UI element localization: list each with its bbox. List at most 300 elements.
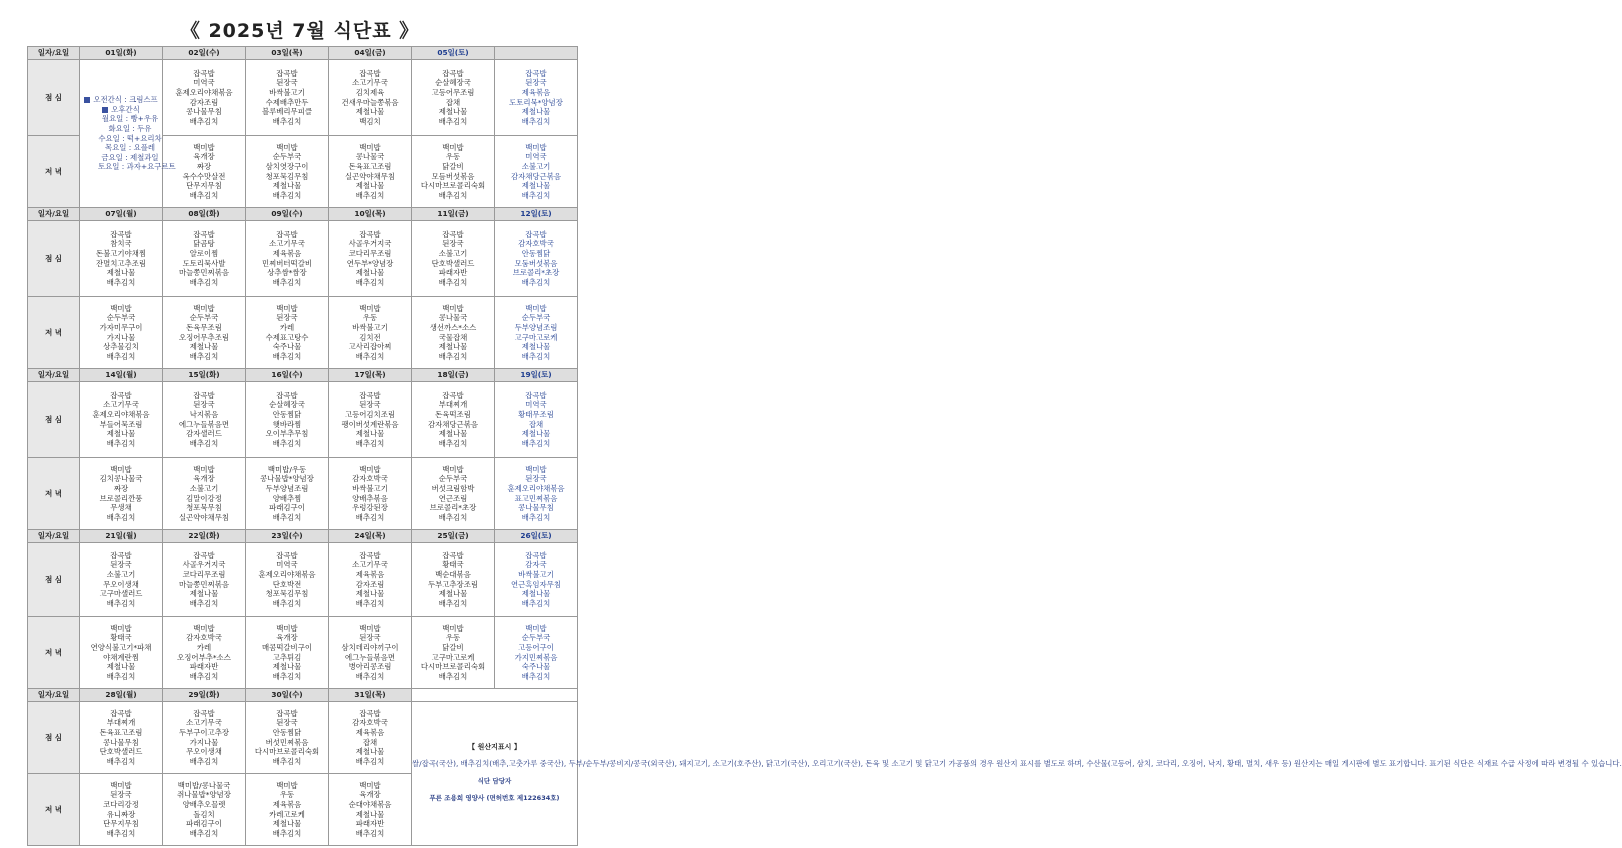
dish: 제철나물 bbox=[438, 429, 468, 439]
dish: 오이부추무침 bbox=[265, 429, 309, 439]
dish: 배추김치 bbox=[189, 598, 219, 608]
dish: 배추김치 bbox=[189, 828, 219, 838]
dish: 고구마고로케 bbox=[514, 332, 558, 342]
dish: 도토리묵사발 bbox=[182, 258, 226, 268]
dish: 백미밥 bbox=[110, 464, 132, 474]
dish: 소고기무국 bbox=[186, 718, 222, 728]
dish: 배추김치 bbox=[272, 190, 302, 200]
dinner-menu-cell bbox=[80, 458, 163, 530]
dinner-menu-cell bbox=[80, 617, 163, 689]
dish: 배추김치 bbox=[272, 828, 302, 838]
dish: 백미밥 bbox=[110, 303, 132, 313]
dish: 병아리콩조림 bbox=[348, 662, 392, 672]
week-header-row bbox=[28, 47, 578, 60]
dish: 연근조림 bbox=[438, 493, 468, 503]
day-header: 09일(수) bbox=[246, 208, 329, 221]
dish: 배추김치 bbox=[106, 351, 136, 361]
dish: 청포묵김무침 bbox=[265, 171, 309, 181]
dinner-menu-cell bbox=[80, 774, 163, 846]
dish: 청포묵김무침 bbox=[265, 589, 309, 599]
dish: 우동 bbox=[279, 790, 295, 800]
dish: 제철나물 bbox=[438, 342, 468, 352]
dish: 제철나물 bbox=[355, 268, 385, 278]
dish: 고등어무조림 bbox=[431, 87, 475, 97]
dish: 알로이찜 bbox=[189, 248, 219, 258]
lunch-menu-cell bbox=[329, 221, 412, 297]
dish: 우동 bbox=[445, 633, 461, 643]
dish: 감자호박국 bbox=[518, 239, 554, 249]
day-header: 29일(화) bbox=[163, 689, 246, 702]
lunch-menu-cell bbox=[412, 221, 495, 297]
dinner-menu-cell bbox=[495, 297, 578, 369]
dish: 야채계란찜 bbox=[103, 652, 139, 662]
day-header: 04일(금) bbox=[329, 47, 412, 60]
dish: 제철나물 bbox=[106, 429, 136, 439]
dish: 연근흑임자무침 bbox=[511, 579, 561, 589]
day-header: 17일(목) bbox=[329, 369, 412, 382]
dish: 백미밥 bbox=[110, 623, 132, 633]
dish: 육개장 bbox=[193, 152, 215, 162]
day-header: 18일(금) bbox=[412, 369, 495, 382]
dish: 돈육표고조림 bbox=[99, 727, 143, 737]
dish: 배추김치 bbox=[438, 671, 468, 681]
date-day-header: 일자/요일 bbox=[28, 369, 80, 382]
dish: 두부구이고추장 bbox=[179, 727, 229, 737]
origin-notice bbox=[412, 702, 1622, 846]
dish: 배추김치 bbox=[355, 828, 385, 838]
dish: 훈제오리야채볶음 bbox=[258, 569, 316, 579]
dish: 두부고추장조림 bbox=[428, 579, 478, 589]
dish: 배추김치 bbox=[438, 598, 468, 608]
dish: 소고기무국 bbox=[269, 239, 305, 249]
dish: 배추김치 bbox=[355, 598, 385, 608]
dish: 감자호박국 bbox=[186, 633, 222, 643]
lunch-menu-cell bbox=[329, 382, 412, 458]
dish: 가지나물 bbox=[106, 332, 136, 342]
week-header-row bbox=[28, 689, 578, 702]
dinner-menu-cell bbox=[80, 297, 163, 369]
dish: 백미밥 bbox=[359, 303, 381, 313]
lunch-menu-cell bbox=[80, 702, 163, 774]
day-header: 28일(월) bbox=[80, 689, 163, 702]
dish: 순살혜장국 bbox=[435, 78, 471, 88]
dish: 배추김치 bbox=[189, 756, 219, 766]
dish: 배추김치 bbox=[521, 671, 551, 681]
dish: 배추김치 bbox=[521, 351, 551, 361]
dish: 단호박샐러드 bbox=[99, 747, 143, 757]
dish: 잡곡밥 bbox=[276, 390, 298, 400]
dish: 제철나물 bbox=[355, 589, 385, 599]
dish: 상추쌈*쌈장 bbox=[267, 268, 307, 278]
dish: 실곤약야채무침 bbox=[179, 512, 229, 522]
dish: 감자호박국 bbox=[352, 718, 388, 728]
dish: 백미밥 bbox=[442, 303, 464, 313]
day-header: 30일(수) bbox=[246, 689, 329, 702]
dietitian-name: 푸른 조용희 영양사 (면허번호 제122634호) bbox=[429, 794, 560, 803]
dish: 단호박샐러드 bbox=[431, 258, 475, 268]
dish: 잡곡밥 bbox=[442, 229, 464, 239]
lunch-label: 점 심 bbox=[28, 60, 80, 136]
dish: 잡곡밥 bbox=[193, 229, 215, 239]
lunch-menu-cell bbox=[80, 382, 163, 458]
dish: 백미밥 bbox=[359, 623, 381, 633]
lunch-menu-cell bbox=[163, 543, 246, 617]
dish: 고추튀김 bbox=[272, 652, 302, 662]
dish: 배추김치 bbox=[438, 438, 468, 448]
dish: 제철나물 bbox=[189, 589, 219, 599]
dish: 백미밥 bbox=[359, 464, 381, 474]
dish: 백미밥/콩나물국 bbox=[177, 780, 231, 790]
dish: 브로콜리*초장 bbox=[429, 503, 477, 513]
dish: 바싹불고기 bbox=[352, 322, 388, 332]
dinner-row bbox=[28, 297, 578, 369]
dish: 미역국 bbox=[525, 152, 547, 162]
dinner-menu-cell bbox=[163, 774, 246, 846]
snack-info-text: 수요일 : 떡+요리차 bbox=[98, 133, 162, 143]
dinner-label: 저 녁 bbox=[28, 458, 80, 530]
lunch-menu-cell bbox=[163, 221, 246, 297]
dish: 배추김치 bbox=[272, 351, 302, 361]
dish: 소고기무국 bbox=[352, 560, 388, 570]
dish: 배추김치 bbox=[272, 512, 302, 522]
dinner-row bbox=[28, 617, 578, 689]
dish: 백미밥 bbox=[525, 623, 547, 633]
dish: 배추김치 bbox=[355, 438, 385, 448]
dish: 유니짜장 bbox=[106, 809, 136, 819]
dish: 숙주나물 bbox=[521, 662, 551, 672]
dish: 고등어김치조림 bbox=[345, 409, 395, 419]
dish: 잡곡밥 bbox=[276, 550, 298, 560]
dish: 백미밥 bbox=[442, 142, 464, 152]
dish: 배추김치 bbox=[521, 190, 551, 200]
dish: 단무지무침 bbox=[186, 181, 222, 191]
dish: 김치전 bbox=[359, 332, 381, 342]
dish: 국물잡채 bbox=[438, 332, 468, 342]
dish: 잡곡밥 bbox=[442, 390, 464, 400]
dinner-menu-cell bbox=[495, 617, 578, 689]
dish: 잡채 bbox=[362, 737, 378, 747]
dish: 미역국 bbox=[193, 78, 215, 88]
dish: 도토리묵*양념장 bbox=[509, 97, 563, 107]
dish: 배추김치 bbox=[106, 512, 136, 522]
dish: 잡곡밥 bbox=[359, 550, 381, 560]
snack-info-text: 토요일 : 과자+요구르트 bbox=[98, 162, 176, 172]
dish: 제철나물 bbox=[355, 107, 385, 117]
dish: 오징어부추*소스 bbox=[177, 652, 231, 662]
dish: 배추김치 bbox=[521, 598, 551, 608]
lunch-menu-cell bbox=[246, 543, 329, 617]
dish: 돈육무조림 bbox=[186, 322, 222, 332]
dish: 닭갈비 bbox=[442, 642, 464, 652]
week-header-row bbox=[28, 208, 578, 221]
dish: 마늘쫑민찌볶음 bbox=[179, 579, 229, 589]
dish: 다시마브로콜리숙회 bbox=[420, 181, 486, 191]
dish: 잡곡밥 bbox=[359, 390, 381, 400]
day-header: 21일(월) bbox=[80, 530, 163, 543]
dish: 무오이생채 bbox=[186, 747, 222, 757]
snack-info-line bbox=[80, 105, 162, 115]
dish: 배추김치 bbox=[189, 351, 219, 361]
dish: 양배추오믈렛 bbox=[182, 799, 226, 809]
dish: 우동 bbox=[362, 313, 378, 323]
dish: 고등어구이 bbox=[518, 642, 554, 652]
dish: 배추김치 bbox=[355, 277, 385, 287]
day-header: 31일(목) bbox=[329, 689, 412, 702]
dish: 배추김치 bbox=[438, 512, 468, 522]
dish: 사골우거지국 bbox=[182, 560, 226, 570]
dish: 김치제육 bbox=[355, 87, 385, 97]
lunch-row bbox=[28, 60, 578, 136]
day-header: 15일(화) bbox=[163, 369, 246, 382]
dish: 제육볶음 bbox=[272, 799, 302, 809]
dish: 마늘쫑민찌볶음 bbox=[179, 268, 229, 278]
dish: 돈육표고조림 bbox=[348, 161, 392, 171]
dinner-menu-cell bbox=[246, 774, 329, 846]
dish: 고구마샐러드 bbox=[99, 589, 143, 599]
snack-info-text: 금요일 : 제철과일 bbox=[101, 152, 159, 162]
day-header: 01일(화) bbox=[80, 47, 163, 60]
dish: 코다리무조림 bbox=[182, 569, 226, 579]
dish: 카레고로케 bbox=[269, 809, 305, 819]
date-day-header: 일자/요일 bbox=[28, 208, 80, 221]
dish: 매콤떡갈비구이 bbox=[262, 642, 312, 652]
lunch-menu-cell bbox=[412, 382, 495, 458]
dish: 부들어묵조림 bbox=[99, 419, 143, 429]
dish: 수제표고탕수 bbox=[265, 332, 309, 342]
dish: 백미밥 bbox=[193, 464, 215, 474]
dish: 표고민찌볶음 bbox=[514, 493, 558, 503]
dish: 배추김치 bbox=[106, 756, 136, 766]
dish: 순두부국 bbox=[521, 633, 551, 643]
lunch-menu-cell bbox=[246, 60, 329, 136]
dish: 우렁강된장 bbox=[352, 503, 388, 513]
dish: 단호박전 bbox=[272, 579, 302, 589]
dinner-menu-cell bbox=[246, 617, 329, 689]
dish: 백미밥 bbox=[359, 780, 381, 790]
dish: 잡곡밥 bbox=[276, 229, 298, 239]
day-header: 07일(월) bbox=[80, 208, 163, 221]
dish: 잡곡밥 bbox=[525, 229, 547, 239]
day-header: 05일(토) bbox=[412, 47, 495, 60]
snack-info-line bbox=[80, 143, 162, 153]
dish: 소불고기 bbox=[106, 569, 136, 579]
dish: 잡곡밥 bbox=[110, 390, 132, 400]
dish: 파래자반 bbox=[438, 268, 468, 278]
date-day-header: 일자/요일 bbox=[28, 47, 80, 60]
dish: 순두부국 bbox=[106, 313, 136, 323]
dish: 순두부국 bbox=[189, 313, 219, 323]
date-day-header: 일자/요일 bbox=[28, 530, 80, 543]
day-header: 22일(화) bbox=[163, 530, 246, 543]
dish: 부대찌개 bbox=[106, 718, 136, 728]
dish: 제육볶음 bbox=[355, 569, 385, 579]
dish: 제철나물 bbox=[272, 662, 302, 672]
dish: 백김치 bbox=[359, 116, 381, 126]
lunch-menu-cell bbox=[495, 221, 578, 297]
lunch-row bbox=[28, 221, 578, 297]
snack-info-line bbox=[80, 124, 162, 134]
dinner-menu-cell bbox=[329, 458, 412, 530]
dish: 안동찜닭 bbox=[521, 248, 551, 258]
dish: 김말이강정 bbox=[186, 493, 222, 503]
dish: 고사리잡아찌 bbox=[348, 342, 392, 352]
dish: 잡채 bbox=[528, 419, 544, 429]
dish: 삼치엿장구이 bbox=[265, 161, 309, 171]
dish: 백미밥 bbox=[276, 623, 298, 633]
dish: 잡곡밥 bbox=[110, 708, 132, 718]
dish: 우동 bbox=[445, 152, 461, 162]
lunch-menu-cell bbox=[412, 60, 495, 136]
dish: 햇바라찜 bbox=[272, 419, 302, 429]
dish: 닭곰탕 bbox=[193, 239, 215, 249]
dish: 배추김치 bbox=[272, 671, 302, 681]
dish: 버섯민찌볶음 bbox=[265, 737, 309, 747]
dish: 코다리강정 bbox=[103, 799, 139, 809]
dish: 콩나물국 bbox=[438, 313, 468, 323]
dish: 배추김치 bbox=[106, 671, 136, 681]
dish: 수제배추만두 bbox=[265, 97, 309, 107]
dish: 배추김치 bbox=[106, 598, 136, 608]
dish: 소불고기 bbox=[189, 483, 219, 493]
dish: 오징어무추조림 bbox=[179, 332, 229, 342]
dish: 감자채당근볶음 bbox=[428, 419, 478, 429]
lunch-menu-cell bbox=[329, 702, 412, 774]
dish: 잡곡밥 bbox=[525, 390, 547, 400]
dinner-menu-cell bbox=[495, 458, 578, 530]
dish: 제육볶음 bbox=[355, 727, 385, 737]
dish: 쥐나물밥*양념장 bbox=[177, 790, 231, 800]
dish: 배추김치 bbox=[189, 190, 219, 200]
day-header: 02일(수) bbox=[163, 47, 246, 60]
dinner-menu-cell bbox=[412, 136, 495, 208]
dish: 제육볶음 bbox=[521, 87, 551, 97]
dish: 안동찜닭 bbox=[272, 727, 302, 737]
dish: 제철나물 bbox=[438, 589, 468, 599]
dish: 잡곡밥 bbox=[193, 708, 215, 718]
day-header: 26일(토) bbox=[495, 530, 578, 543]
lunch-row bbox=[28, 543, 578, 617]
dish: 카레 bbox=[279, 322, 295, 332]
lunch-menu-cell bbox=[495, 382, 578, 458]
dish: 모듬버섯볶음 bbox=[431, 171, 475, 181]
dish: 콩나물무침 bbox=[103, 737, 139, 747]
snack-info-text: 월요일 : 빵+우유 bbox=[101, 114, 159, 124]
dish: 순살혜장국 bbox=[269, 400, 305, 410]
lunch-menu-cell bbox=[163, 60, 246, 136]
dish: 제철나물 bbox=[521, 589, 551, 599]
dish: 된장국 bbox=[359, 633, 381, 643]
dish: 실곤약야채무침 bbox=[345, 171, 395, 181]
dish: 안동찜닭 bbox=[272, 409, 302, 419]
date-day-header: 일자/요일 bbox=[28, 689, 80, 702]
week-header-row bbox=[28, 530, 578, 543]
dish: 백미밥 bbox=[525, 464, 547, 474]
dish: 잡곡밥 bbox=[442, 68, 464, 78]
dish: 배추김치 bbox=[189, 277, 219, 287]
dish: 백미밥 bbox=[110, 780, 132, 790]
lunch-row bbox=[28, 382, 578, 458]
dish: 잡곡밥 bbox=[193, 390, 215, 400]
page-title: 《 2025년 7월 식단표 》 bbox=[180, 20, 420, 42]
dish: 순두부국 bbox=[521, 313, 551, 323]
lunch-label: 점 심 bbox=[28, 543, 80, 617]
dish: 배추김치 bbox=[106, 438, 136, 448]
dish: 훈제오리야채볶음 bbox=[175, 87, 233, 97]
dish: 된장국 bbox=[276, 78, 298, 88]
dish: 삼치데리야끼구이 bbox=[341, 642, 399, 652]
dish: 콩나물무침 bbox=[186, 107, 222, 117]
dish: 배추김치 bbox=[521, 116, 551, 126]
dish: 배추김치 bbox=[438, 277, 468, 287]
dish: 잡곡밥 bbox=[193, 68, 215, 78]
lunch-menu-cell bbox=[80, 221, 163, 297]
snack-info-line bbox=[80, 162, 176, 172]
dish: 잡곡밥 bbox=[359, 229, 381, 239]
lunch-label: 점 심 bbox=[28, 382, 80, 458]
dish: 팽이버섯계란볶음 bbox=[341, 419, 399, 429]
dish: 잡곡밥 bbox=[110, 550, 132, 560]
dish: 파래김구이 bbox=[269, 503, 305, 513]
dish: 배추김치 bbox=[438, 351, 468, 361]
dish: 배추김치 bbox=[355, 512, 385, 522]
dish: 배추김치 bbox=[106, 277, 136, 287]
lunch-label: 점 심 bbox=[28, 221, 80, 297]
lunch-menu-cell bbox=[495, 60, 578, 136]
dish: 백미밥 bbox=[442, 623, 464, 633]
dish: 배추김치 bbox=[521, 438, 551, 448]
dish: 파래자반 bbox=[355, 819, 385, 829]
dish: 잡곡밥 bbox=[276, 68, 298, 78]
dish: 모둠버섯볶음 bbox=[514, 258, 558, 268]
dish: 연두부*양념장 bbox=[346, 258, 394, 268]
dish: 순대야채볶음 bbox=[348, 799, 392, 809]
dish: 브로콜리깐풍 bbox=[99, 493, 143, 503]
dinner-menu-cell bbox=[412, 458, 495, 530]
lunch-row bbox=[28, 702, 578, 774]
lunch-menu-cell bbox=[329, 543, 412, 617]
dish: 미역국 bbox=[525, 400, 547, 410]
dish: 돈육떡조림 bbox=[435, 409, 471, 419]
dish: 제철나물 bbox=[272, 181, 302, 191]
dish: 콩나물무침 bbox=[518, 503, 554, 513]
dish: 짜장 bbox=[113, 483, 129, 493]
dish: 미역국 bbox=[276, 560, 298, 570]
dish: 두부양념조림 bbox=[514, 322, 558, 332]
dish: 숙주나물 bbox=[272, 342, 302, 352]
dish: 배추김치 bbox=[438, 190, 468, 200]
day-header: 14일(월) bbox=[80, 369, 163, 382]
dish: 파래김구이 bbox=[186, 819, 222, 829]
dish: 육개장 bbox=[276, 633, 298, 643]
dish: 백미밥 bbox=[276, 303, 298, 313]
dish: 백미밥 bbox=[276, 780, 298, 790]
dish: 된장국 bbox=[359, 400, 381, 410]
dish: 된장국 bbox=[193, 400, 215, 410]
dish: 황태국 bbox=[442, 560, 464, 570]
day-header: 23일(수) bbox=[246, 530, 329, 543]
lunch-menu-cell bbox=[246, 702, 329, 774]
dish: 된장국 bbox=[525, 474, 547, 484]
dish: 파래자반 bbox=[189, 662, 219, 672]
snack-info-text: 오후간식 bbox=[111, 104, 140, 114]
dish: 콩나물밥*양념장 bbox=[260, 474, 314, 484]
dish: 사골우거지국 bbox=[348, 239, 392, 249]
dish: 백미밥 bbox=[525, 142, 547, 152]
dish: 된장국 bbox=[276, 313, 298, 323]
dish: 백미밥 bbox=[193, 142, 215, 152]
dinner-menu-cell bbox=[495, 136, 578, 208]
dish: 백미밥 bbox=[193, 303, 215, 313]
